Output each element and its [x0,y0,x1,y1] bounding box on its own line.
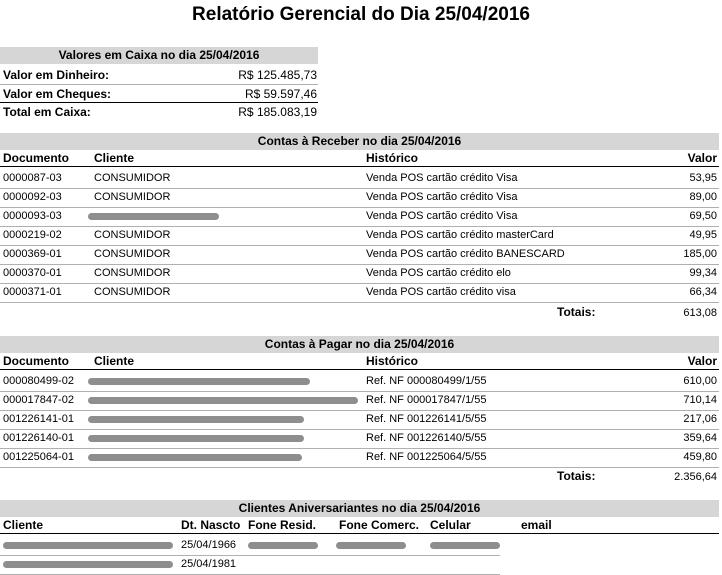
redacted-fone-comerc [336,542,406,549]
pagar-documento: 000017847-02 [3,394,74,406]
report-title: Relatório Gerencial do Dia 25/04/2016 [192,4,530,25]
receber-historico: Venda POS cartão crédito Visa [366,210,518,222]
row-divider [0,207,719,208]
receber-valor: 99,34 [689,267,717,279]
row-divider [0,188,719,189]
receber-valor: 53,95 [689,172,717,184]
col-dt-nascto: Dt. Nascto [181,518,241,532]
receber-historico: Venda POS cartão crédito BANESCARD [366,248,565,260]
pagar-documento: 000080499-02 [3,375,74,387]
receber-documento: 0000371-01 [3,286,62,298]
receber-documento: 0000219-02 [3,229,62,241]
redacted-cliente [88,397,358,404]
pagar-historico: Ref. NF 000017847/1/55 [366,394,487,406]
pagar-historico: Ref. NF 001226140/5/55 [366,432,487,444]
aniv-nascto: 25/04/1981 [181,558,237,570]
redacted-cliente [3,542,173,549]
redacted-celular [430,542,500,549]
row-divider [0,245,719,246]
redacted-cliente [3,561,173,568]
row-divider [0,264,719,265]
receber-cliente: CONSUMIDOR [94,267,171,279]
caixa-header: Valores em Caixa no dia 25/04/2016 [0,47,318,64]
divider [0,369,719,370]
receber-documento: 0000093-03 [3,210,62,222]
row-divider [0,391,719,392]
row-divider [0,283,719,284]
aniv-nascto: 25/04/1966 [181,539,237,551]
col-fone-resid: Fone Resid. [248,518,317,532]
receber-documento: 0000087-03 [3,172,62,184]
col-documento: Documento [3,151,69,165]
col-celular: Celular [430,518,471,532]
receber-historico: Venda POS cartão crédito Visa [366,172,518,184]
receber-valor: 69,50 [689,210,717,222]
receber-cliente: CONSUMIDOR [94,229,171,241]
col-cliente: Cliente [94,151,135,165]
row-divider [0,448,719,449]
divider [0,102,318,103]
pagar-historico: Ref. NF 000080499/1/55 [366,375,487,387]
pagar-valor: 610,00 [683,375,717,387]
row-divider [0,555,500,556]
redacted-cliente [88,435,304,442]
aniversariantes-header: Clientes Aniversariantes no dia 25/04/2016 [0,500,719,517]
pagar-valor: 710,14 [683,394,717,406]
pagar-valor: 359,64 [683,432,717,444]
row-divider [0,467,719,468]
col-historico: Histórico [366,354,419,368]
col-documento: Documento [3,354,69,368]
row-divider [0,226,719,227]
divider [0,533,719,534]
receber-historico: Venda POS cartão crédito visa [366,286,516,298]
redacted-cliente [88,378,310,385]
total-value: R$ 185.083,19 [238,105,317,119]
col-valor: Valor [687,151,717,165]
receber-header: Contas à Receber no dia 25/04/2016 [0,133,719,150]
pagar-valor: 217,06 [683,413,717,425]
row-divider [0,302,719,303]
cheques-value: R$ 59.597,46 [244,87,317,101]
divider [0,84,318,85]
col-cliente: Cliente [94,354,135,368]
receber-documento: 0000092-03 [3,191,62,203]
col-email: email [521,518,552,532]
row-divider [0,410,719,411]
row-divider [0,429,719,430]
divider [0,166,719,167]
col-cliente: Cliente [3,518,44,532]
dinheiro-value: R$ 125.485,73 [238,68,317,82]
redacted-cliente [88,454,302,461]
receber-historico: Venda POS cartão crédito Visa [366,191,518,203]
receber-valor: 185,00 [683,248,717,260]
receber-valor: 66,34 [689,286,717,298]
redacted-cliente [88,213,219,220]
dinheiro-label: Valor em Dinheiro: [3,68,110,82]
receber-valor: 89,00 [689,191,717,203]
cheques-label: Valor em Cheques: [3,87,112,101]
col-fone-comerc: Fone Comerc. [339,518,420,532]
receber-cliente: CONSUMIDOR [94,191,171,203]
pagar-historico: Ref. NF 001226141/5/55 [366,413,487,425]
receber-cliente: CONSUMIDOR [94,248,171,260]
pagar-header: Contas à Pagar no dia 25/04/2016 [0,336,719,353]
receber-cliente: CONSUMIDOR [94,286,171,298]
pagar-historico: Ref. NF 001225064/5/55 [366,451,487,463]
receber-historico: Venda POS cartão crédito masterCard [366,229,554,241]
receber-totais-value: 613,08 [683,307,717,319]
pagar-documento: 001226140-01 [3,432,74,444]
col-valor: Valor [687,354,717,368]
receber-cliente: CONSUMIDOR [94,172,171,184]
pagar-documento: 001225064-01 [3,451,74,463]
col-historico: Histórico [366,151,419,165]
pagar-totais-label: Totais: [557,469,596,483]
redacted-cliente [88,416,304,423]
receber-historico: Venda POS cartão crédito elo [366,267,511,279]
receber-valor: 49,95 [689,229,717,241]
receber-documento: 0000370-01 [3,267,62,279]
total-label: Total em Caixa: [3,105,91,119]
pagar-totais-value: 2.356,64 [674,471,717,483]
receber-totais-label: Totais: [557,305,596,319]
receber-documento: 0000369-01 [3,248,62,260]
pagar-valor: 459,80 [683,451,717,463]
redacted-fone-resid [248,542,318,549]
pagar-documento: 001226141-01 [3,413,74,425]
